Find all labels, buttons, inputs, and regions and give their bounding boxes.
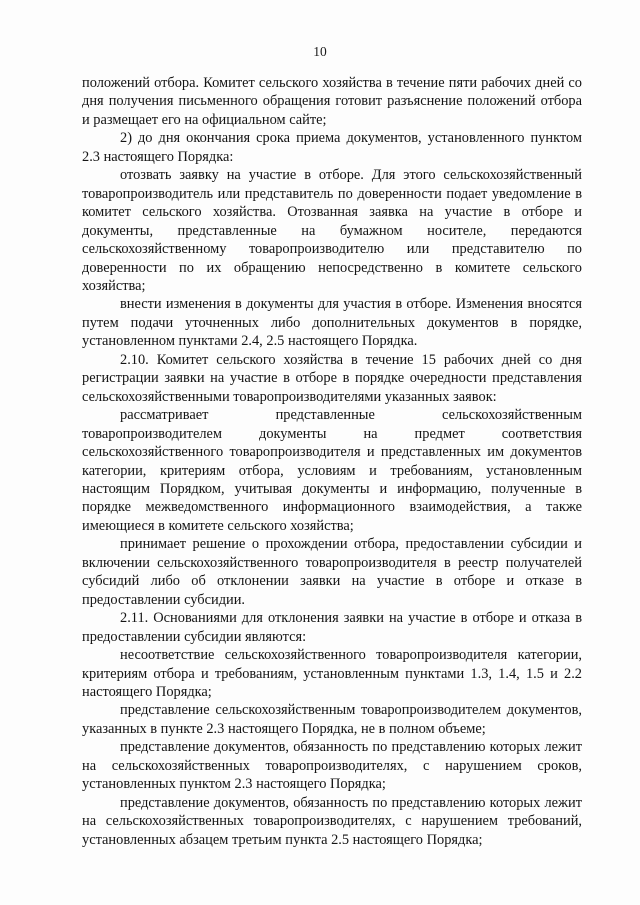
paragraph-continuation: положений отбора. Комитет сельского хозяйства в течение пяти рабочих дней со дня получения письменного обращения готовит разъяснение положений отбора и размещает его на официальном сайте; (82, 75, 582, 128)
paragraph: представление сельскохозяйственным товаропроизводителем документов, указанных в пункте 2.3 настоящего Порядка, не в полном объеме; (82, 702, 582, 737)
document-body (82, 74, 582, 849)
paragraph: принимает решение о прохождении отбора, предоставлении субсидии и включении сельскохозяйственного товаропроизводителя в реестр получателей субсидий либо об отклонении заявки на участие в отборе и отказе в предоставлении субсидии. (82, 536, 582, 608)
paragraph: представление документов, обязанность по представлению которых лежит на сельскохозяйственных товаропроизводителях, с нарушением требований, установленных абзацем третьим пункта 2.5 настоящего Порядка; (82, 794, 582, 848)
paragraph: представление документов, обязанность по представлению которых лежит на сельскохозяйственных товаропроизводителях, с нарушением сроков, установленных пунктом 2.3 настоящего Порядка; (82, 739, 582, 793)
paragraph: 2.11. Основаниями для отклонения заявки на участие в отборе и отказа в предоставлении субсидии являются: (82, 610, 582, 645)
paragraph: несоответствие сельскохозяйственного товаропроизводителя категории, критериям отбора и требованиям, установленным пунктами 1.3, 1.4, 1.5 и 2.2 настоящего Порядка; (82, 647, 582, 700)
paragraph: отозвать заявку на участие в отборе. Для этого сельскохозяйственный товаропроизводитель или представитель по доверенности подает уведомление в комитет сельского хозяйства. Отозванная заявка на участие в отборе и документы, представленные на бумажном носителе, передаются сельскохозяйственному товаропроизводителю или представителю по доверенности по их обращению непосредственно в комитете сельского хозяйства; (82, 167, 582, 294)
paragraph: внести изменения в документы для участия в отборе. Изменения вносятся путем подачи уточненных либо дополнительных документов в порядке, установленном пунктами 2.4, 2.5 настоящего Порядка. (82, 296, 582, 350)
paragraph: 2.10. Комитет сельского хозяйства в течение 15 рабочих дней со дня регистрации заявки на участие в отборе в порядке очередности представления сельскохозяйственными товаропроизводителями указанных заявок: (82, 351, 582, 405)
paragraph: 2) до дня окончания срока приема документов, установленного пунктом 2.3 настоящего Порядка: (82, 130, 582, 165)
paragraph: рассматривает представленные сельскохозяйственным товаропроизводителем документы на предмет соответствия сельскохозяйственного товаропроизводителя и представленных им документов категории, критериям отбора, условиям и требованиям, установленным настоящим Порядком, учитывая документы и информацию, полученные в порядке межведомственного информационного взаимодействия, а также имеющиеся в комитете сельского хозяйства; (82, 407, 582, 534)
page-number: 10 (313, 44, 327, 59)
